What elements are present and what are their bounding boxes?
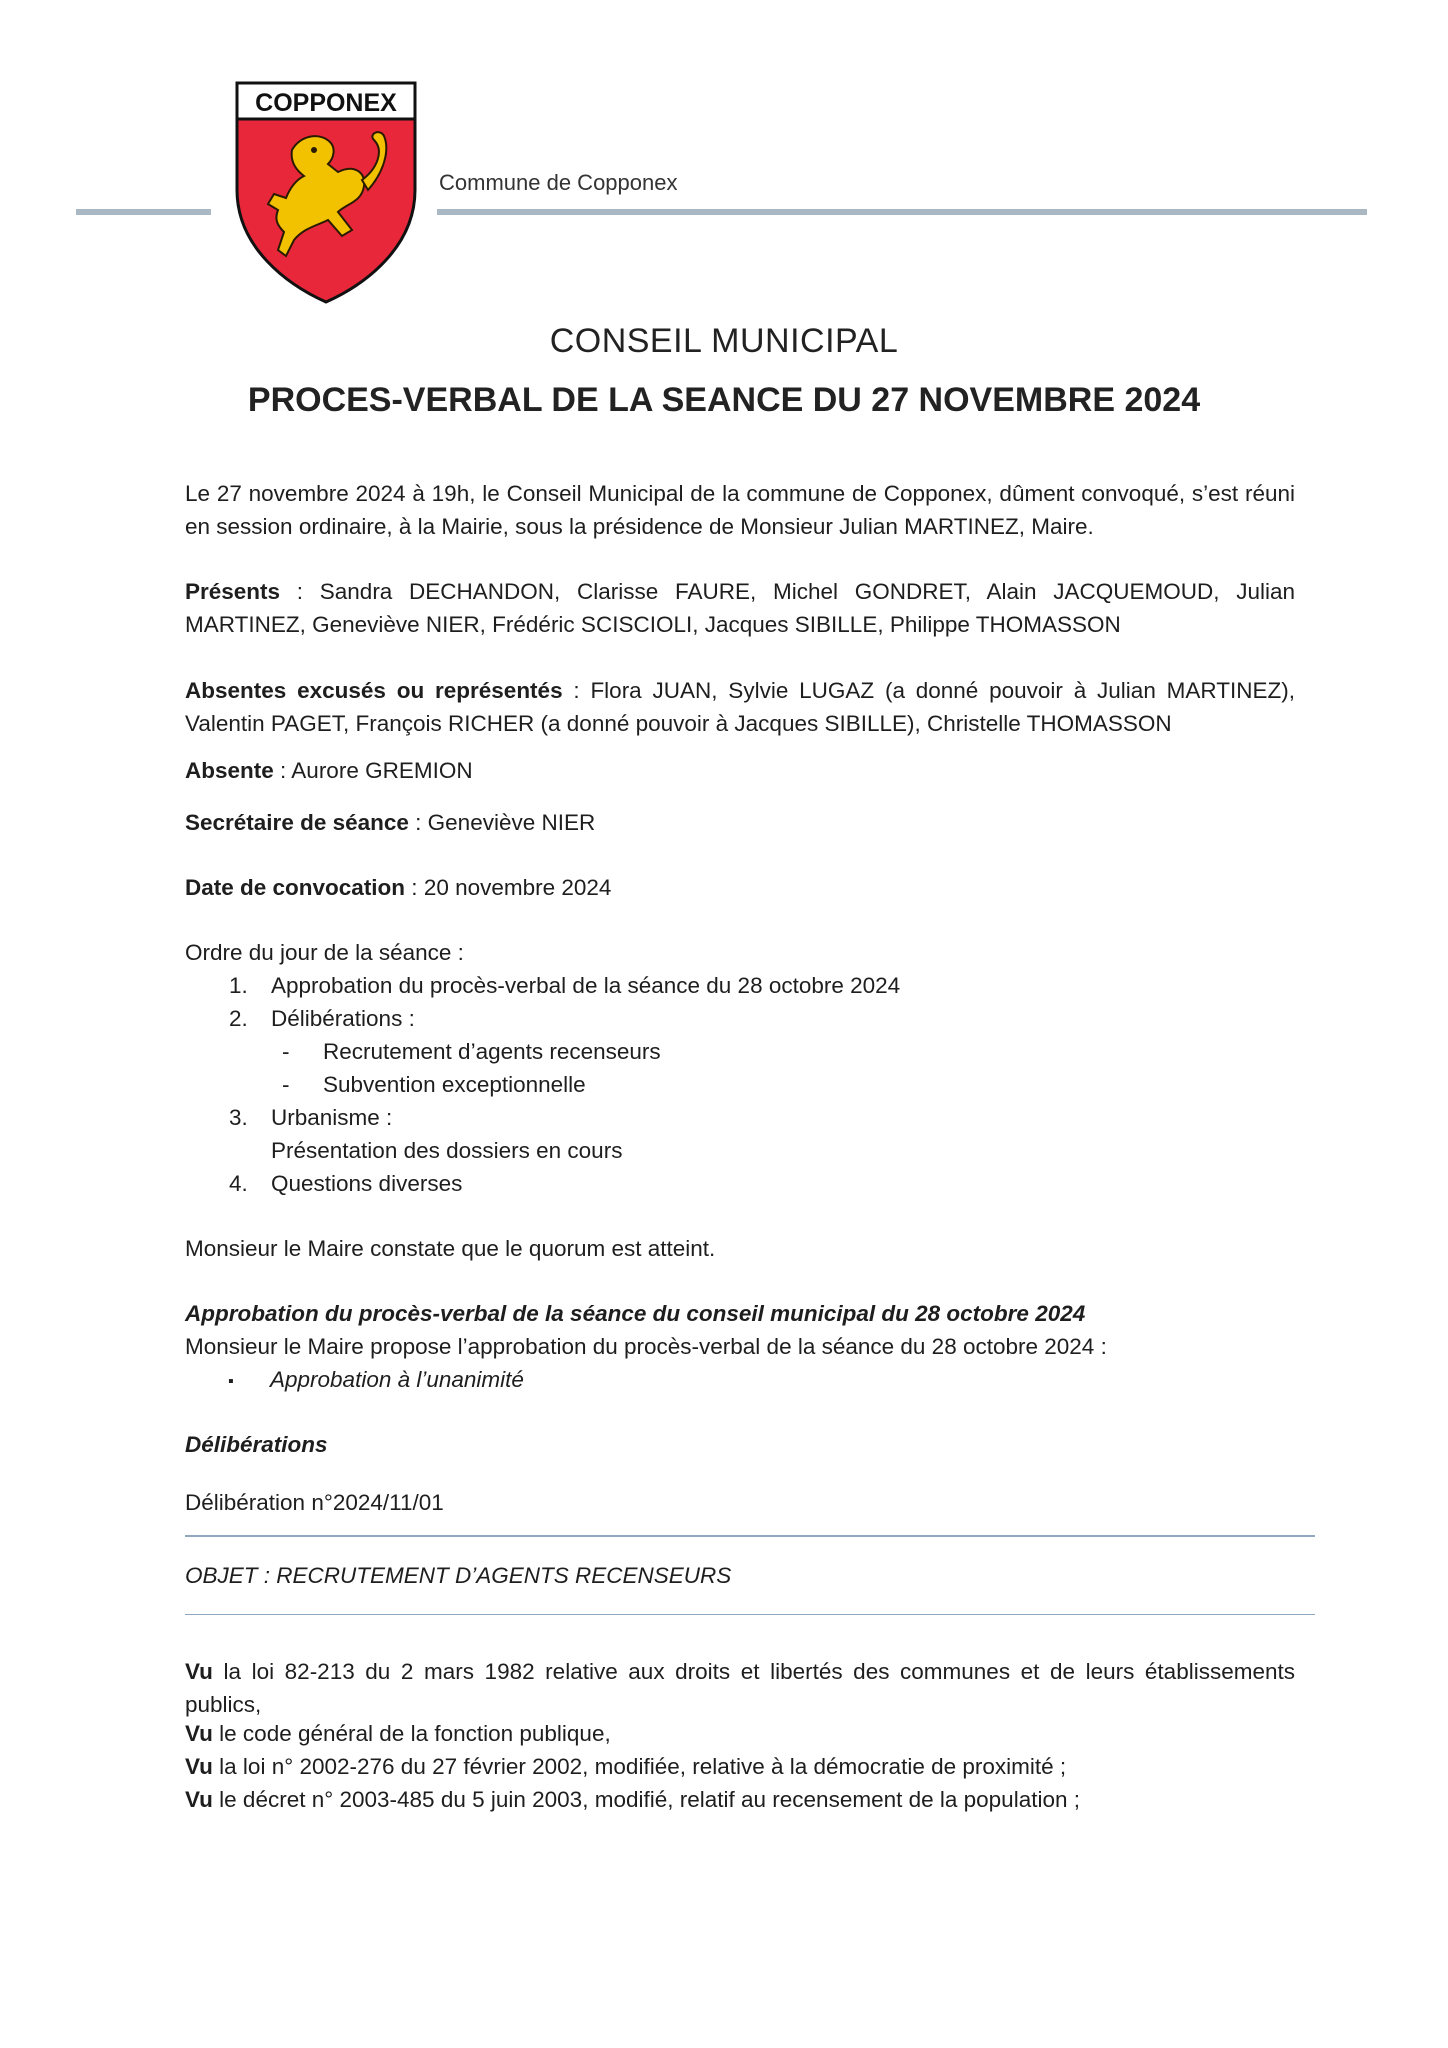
ordre-sub-item: Recrutement d’agents recenseurs — [323, 1039, 661, 1064]
vu-text: le code général de la fonction publique, — [212, 1721, 611, 1746]
ordre-sub-dash: - — [282, 1072, 290, 1097]
vu-item — [185, 1721, 611, 1747]
secretaire-sep: : — [408, 810, 428, 835]
ordre-item-text: Délibérations : — [271, 1006, 415, 1031]
ordre-du-jour-heading: Ordre du jour de la séance : — [185, 940, 464, 965]
ordre-item-text: Questions diverses — [271, 1171, 463, 1196]
ordre-sub-item: Subvention exceptionnelle — [323, 1072, 586, 1097]
vu-label: Vu — [185, 1659, 213, 1684]
absents-excuses-sep: : — [562, 678, 591, 703]
ordre-item-number: 1. — [229, 973, 248, 998]
approbation-bullet: ▪ — [228, 1373, 234, 1390]
presents-sep: : — [280, 579, 320, 604]
convocation-label: Date de convocation — [185, 875, 406, 900]
absente-line — [185, 758, 473, 784]
absente-label: Absente — [185, 758, 274, 783]
convocation-sep: : — [405, 875, 424, 900]
deliberations-heading: Délibérations — [185, 1432, 328, 1457]
vu-text: la loi n° 2002-276 du 27 février 2002, modifiée, relative à la démocratie de proximité ; — [212, 1754, 1067, 1779]
intro-paragraph: Le 27 novembre 2024 à 19h, le Conseil Municipal de la commune de Copponex, dûment convoqué, s’est réuni en session ordinaire, à la Mairie, sous la présidence de Monsieur Julian MARTINEZ, Maire. — [185, 481, 1295, 539]
copponex-crest-logo — [234, 80, 418, 306]
objet-title: OBJET : RECRUTEMENT D’AGENTS RECENSEURS — [185, 1563, 732, 1588]
absents-excuses-label: Absentes excusés ou représentés — [185, 678, 563, 703]
ordre-item-text: Approbation du procès-verbal de la séance du 28 octobre 2024 — [271, 973, 901, 998]
vu-label: Vu — [185, 1787, 213, 1812]
presents-label: Présents — [185, 579, 281, 604]
ordre-sub-dash: - — [282, 1039, 290, 1064]
vu-item — [185, 1787, 1080, 1813]
secretaire-value: Geneviève NIER — [427, 810, 596, 835]
vu-text: le décret n° 2003-485 du 5 juin 2003, modifié, relatif au recensement de la population ; — [212, 1787, 1080, 1812]
ordre-sub-text: Présentation des dossiers en cours — [271, 1138, 623, 1163]
crest-label: COPPONEX — [255, 89, 397, 117]
vu-label: Vu — [185, 1721, 213, 1746]
approbation-result: Approbation à l’unanimité — [270, 1367, 524, 1392]
convocation-value: 20 novembre 2024 — [423, 875, 612, 900]
absente-sep: : — [273, 758, 292, 783]
commune-name: Commune de Copponex — [439, 170, 678, 195]
ordre-item-number: 3. — [229, 1105, 248, 1130]
approbation-heading: Approbation du procès-verbal de la séance du conseil municipal du 28 octobre 2024 — [185, 1301, 1086, 1326]
vu-item — [185, 1754, 1066, 1780]
convocation-line — [185, 875, 611, 901]
ordre-item-number: 4. — [229, 1171, 248, 1196]
approbation-text: Monsieur le Maire propose l’approbation du procès-verbal de la séance du 28 octobre 2024 : — [185, 1334, 1107, 1359]
secretaire-label: Secrétaire de séance — [185, 810, 409, 835]
header-rule-right — [437, 209, 1367, 215]
title-proces-verbal: PROCES-VERBAL DE LA SEANCE DU 27 NOVEMBRE 2024 — [247, 381, 1201, 419]
absents-excuses-value: Flora JUAN, Sylvie LUGAZ (a donné pouvoir à Julian MARTINEZ), Valentin PAGET, François RICHER (a donné pouvoir à Jacques SIBILLE), Christelle THOMASSON — [185, 678, 1295, 736]
vu-text: la loi 82-213 du 2 mars 1982 relative aux droits et libertés des communes et de leurs établissements publics, — [185, 1659, 1295, 1717]
objet-bottom-rule — [185, 1614, 1315, 1615]
vu-item — [185, 1655, 1295, 1721]
ordre-item-text: Urbanisme : — [271, 1105, 393, 1130]
objet-top-rule — [185, 1535, 1315, 1537]
header-rule-left — [76, 209, 211, 215]
presents-paragraph — [185, 575, 1295, 641]
deliberation-number: Délibération n°2024/11/01 — [185, 1490, 444, 1515]
ordre-item-number: 2. — [229, 1006, 248, 1031]
quorum-text: Monsieur le Maire constate que le quorum est atteint. — [185, 1236, 716, 1261]
absente-value: Aurore GREMION — [291, 758, 473, 783]
secretaire-line — [185, 810, 595, 836]
vu-label: Vu — [185, 1754, 213, 1779]
title-conseil: CONSEIL MUNICIPAL — [549, 322, 899, 360]
presents-value: Sandra DECHANDON, Clarisse FAURE, Michel GONDRET, Alain JACQUEMOUD, Julian MARTINEZ, Geneviève NIER, Frédéric SCISCIOLI, Jacques SIBILLE, Philippe THOMASSON — [185, 579, 1295, 637]
absents-excuses-paragraph — [185, 674, 1295, 740]
